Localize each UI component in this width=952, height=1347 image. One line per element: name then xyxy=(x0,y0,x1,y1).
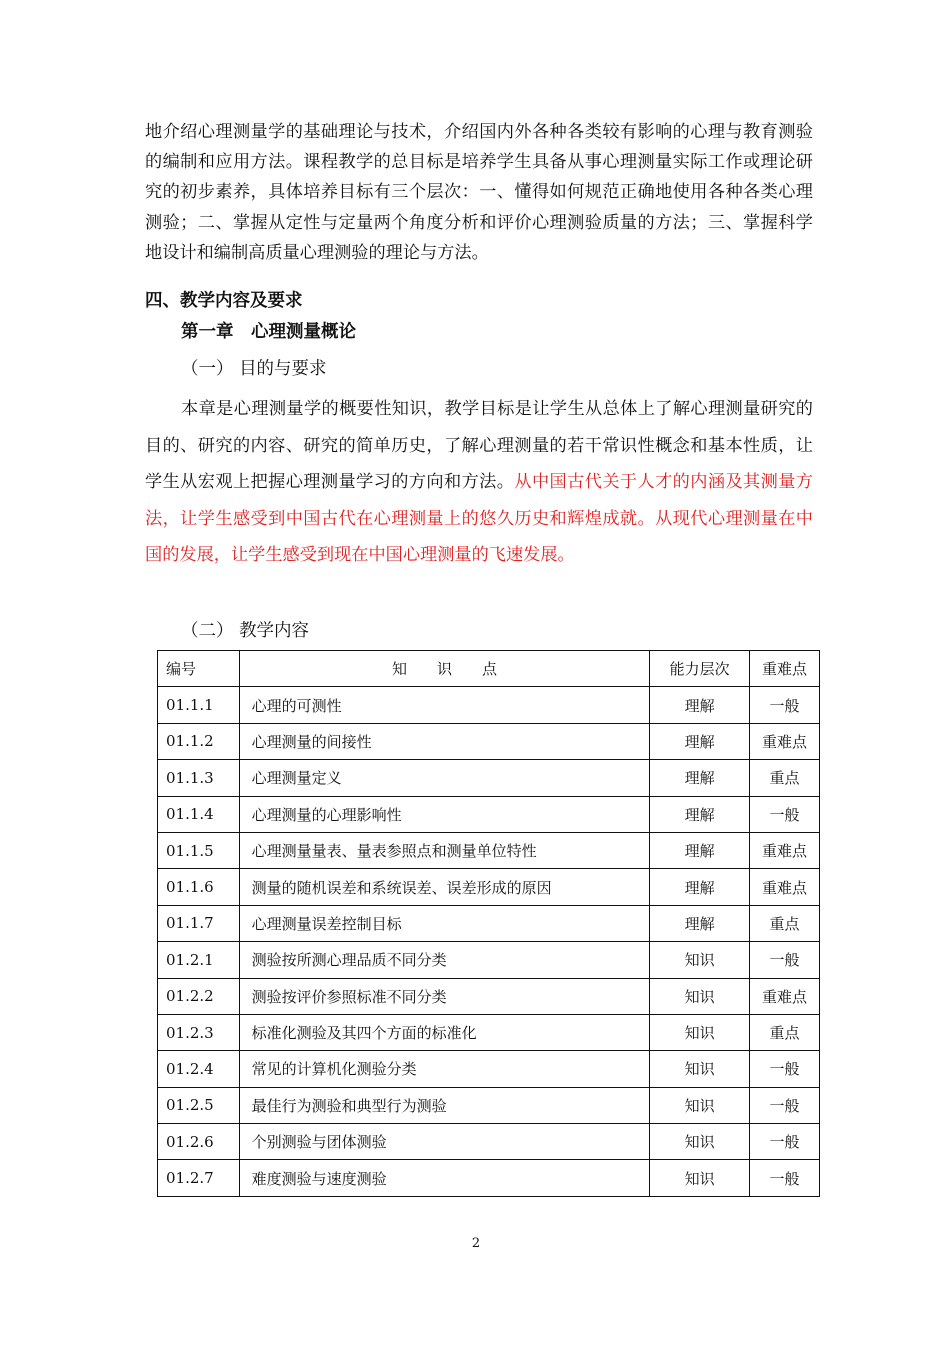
table-row xyxy=(158,1124,820,1160)
cell-level: 理解 xyxy=(650,796,750,832)
cell-level: 知识 xyxy=(650,1160,750,1196)
cell-topic: 个别测验与团体测验 xyxy=(239,1124,650,1160)
cell-topic: 心理的可测性 xyxy=(239,687,650,723)
cell-difficulty: 一般 xyxy=(749,687,819,723)
cell-topic: 常见的计算机化测验分类 xyxy=(239,1051,650,1087)
cell-code: 01.1.5 xyxy=(158,832,240,868)
cell-code: 01.2.1 xyxy=(158,942,240,978)
cell-code: 01.1.4 xyxy=(158,796,240,832)
cell-difficulty: 一般 xyxy=(749,942,819,978)
cell-difficulty: 重点 xyxy=(749,760,819,796)
cell-topic: 标准化测验及其四个方面的标准化 xyxy=(239,1014,650,1050)
cell-difficulty: 一般 xyxy=(749,1087,819,1123)
table-row xyxy=(158,687,820,723)
cell-topic: 测验按所测心理品质不同分类 xyxy=(239,942,650,978)
cell-code: 01.2.3 xyxy=(158,1014,240,1050)
cell-code: 01.2.4 xyxy=(158,1051,240,1087)
cell-level: 理解 xyxy=(650,869,750,905)
table-row xyxy=(158,1051,820,1087)
cell-difficulty: 一般 xyxy=(749,1160,819,1196)
cell-level: 知识 xyxy=(650,1051,750,1087)
cell-difficulty: 重难点 xyxy=(749,723,819,759)
table-row xyxy=(158,796,820,832)
table-row xyxy=(158,942,820,978)
cell-topic: 心理测量的间接性 xyxy=(239,723,650,759)
subsection-heading-goals: （一） 目的与要求 xyxy=(181,359,327,379)
cell-difficulty: 重点 xyxy=(749,905,819,941)
table-row xyxy=(158,832,820,868)
cell-difficulty: 一般 xyxy=(749,1124,819,1160)
cell-topic: 难度测验与速度测验 xyxy=(239,1160,650,1196)
subsection-heading-content: （二） 教学内容 xyxy=(181,621,310,641)
cell-level: 理解 xyxy=(650,760,750,796)
cell-level: 知识 xyxy=(650,978,750,1014)
table-row xyxy=(158,760,820,796)
cell-topic: 心理测量定义 xyxy=(239,760,650,796)
cell-difficulty: 重难点 xyxy=(749,869,819,905)
cell-code: 01.2.2 xyxy=(158,978,240,1014)
header-code: 编号 xyxy=(158,651,240,687)
chapter-description-black: 本章是心理测量学的概要性知识，教学目标是让学生从总体上了解心理测量研究的目的、研究的内容、研究的简单历史，了解心理测量的若干常识性概念和基本性质，让学生从宏观上把握心理测量学习的方向和方法。 xyxy=(145,399,813,493)
cell-level: 理解 xyxy=(650,832,750,868)
cell-topic: 最佳行为测验和典型行为测验 xyxy=(239,1087,650,1123)
table-row xyxy=(158,1014,820,1050)
knowledge-table xyxy=(157,650,820,1197)
table-row xyxy=(158,978,820,1014)
table-row xyxy=(158,869,820,905)
cell-difficulty: 重点 xyxy=(749,1014,819,1050)
cell-level: 知识 xyxy=(650,1087,750,1123)
cell-level: 知识 xyxy=(650,1014,750,1050)
table-header-row xyxy=(158,651,820,687)
cell-topic: 心理测量的心理影响性 xyxy=(239,796,650,832)
intro-paragraph: 地介绍心理测量学的基础理论与技术，介绍国内外各种各类较有影响的心理与教育测验的编制和应用方法。课程教学的总目标是培养学生具备从事心理测量实际工作或理论研究的初步素养，具体培养目标有三个层次：一、懂得如何规范正确地使用各种各类心理测验；二、掌握从定性与定量两个角度分析和评价心理测验质量的方法；三、掌握科学地设计和编制高质量心理测验的理论与方法。 xyxy=(145,122,813,263)
header-difficulty: 重难点 xyxy=(749,651,819,687)
cell-code: 01.1.1 xyxy=(158,687,240,723)
cell-code: 01.1.6 xyxy=(158,869,240,905)
cell-difficulty: 重难点 xyxy=(749,832,819,868)
chapter-description xyxy=(145,391,813,574)
cell-code: 01.1.3 xyxy=(158,760,240,796)
chapter-description-red: 从中国古代关于人才的内涵及其测量方法，让学生感受到中国古代在心理测量上的悠久历史和辉煌成就。从现代心理测量在中国的发展，让学生感受到现在中国心理测量的飞速发展。 xyxy=(145,472,813,566)
cell-level: 知识 xyxy=(650,1124,750,1160)
table-row xyxy=(158,905,820,941)
header-level: 能力层次 xyxy=(650,651,750,687)
cell-code: 01.1.2 xyxy=(158,723,240,759)
page-number: 2 xyxy=(471,1236,481,1251)
cell-difficulty: 一般 xyxy=(749,1051,819,1087)
cell-topic: 测量的随机误差和系统误差、误差形成的原因 xyxy=(239,869,650,905)
cell-code: 01.2.5 xyxy=(158,1087,240,1123)
header-topic: 知 识 点 xyxy=(239,651,650,687)
table-row xyxy=(158,723,820,759)
section-heading: 四、教学内容及要求 xyxy=(145,291,303,311)
cell-code: 01.2.6 xyxy=(158,1124,240,1160)
cell-topic: 心理测量量表、量表参照点和测量单位特性 xyxy=(239,832,650,868)
cell-topic: 测验按评价参照标准不同分类 xyxy=(239,978,650,1014)
cell-code: 01.1.7 xyxy=(158,905,240,941)
table-row xyxy=(158,1160,820,1196)
cell-level: 理解 xyxy=(650,723,750,759)
cell-difficulty: 一般 xyxy=(749,796,819,832)
cell-level: 理解 xyxy=(650,687,750,723)
cell-difficulty: 重难点 xyxy=(749,978,819,1014)
cell-topic: 心理测量误差控制目标 xyxy=(239,905,650,941)
cell-level: 知识 xyxy=(650,942,750,978)
cell-level: 理解 xyxy=(650,905,750,941)
chapter-heading: 第一章 心理测量概论 xyxy=(181,322,356,342)
cell-code: 01.2.7 xyxy=(158,1160,240,1196)
table-row xyxy=(158,1087,820,1123)
